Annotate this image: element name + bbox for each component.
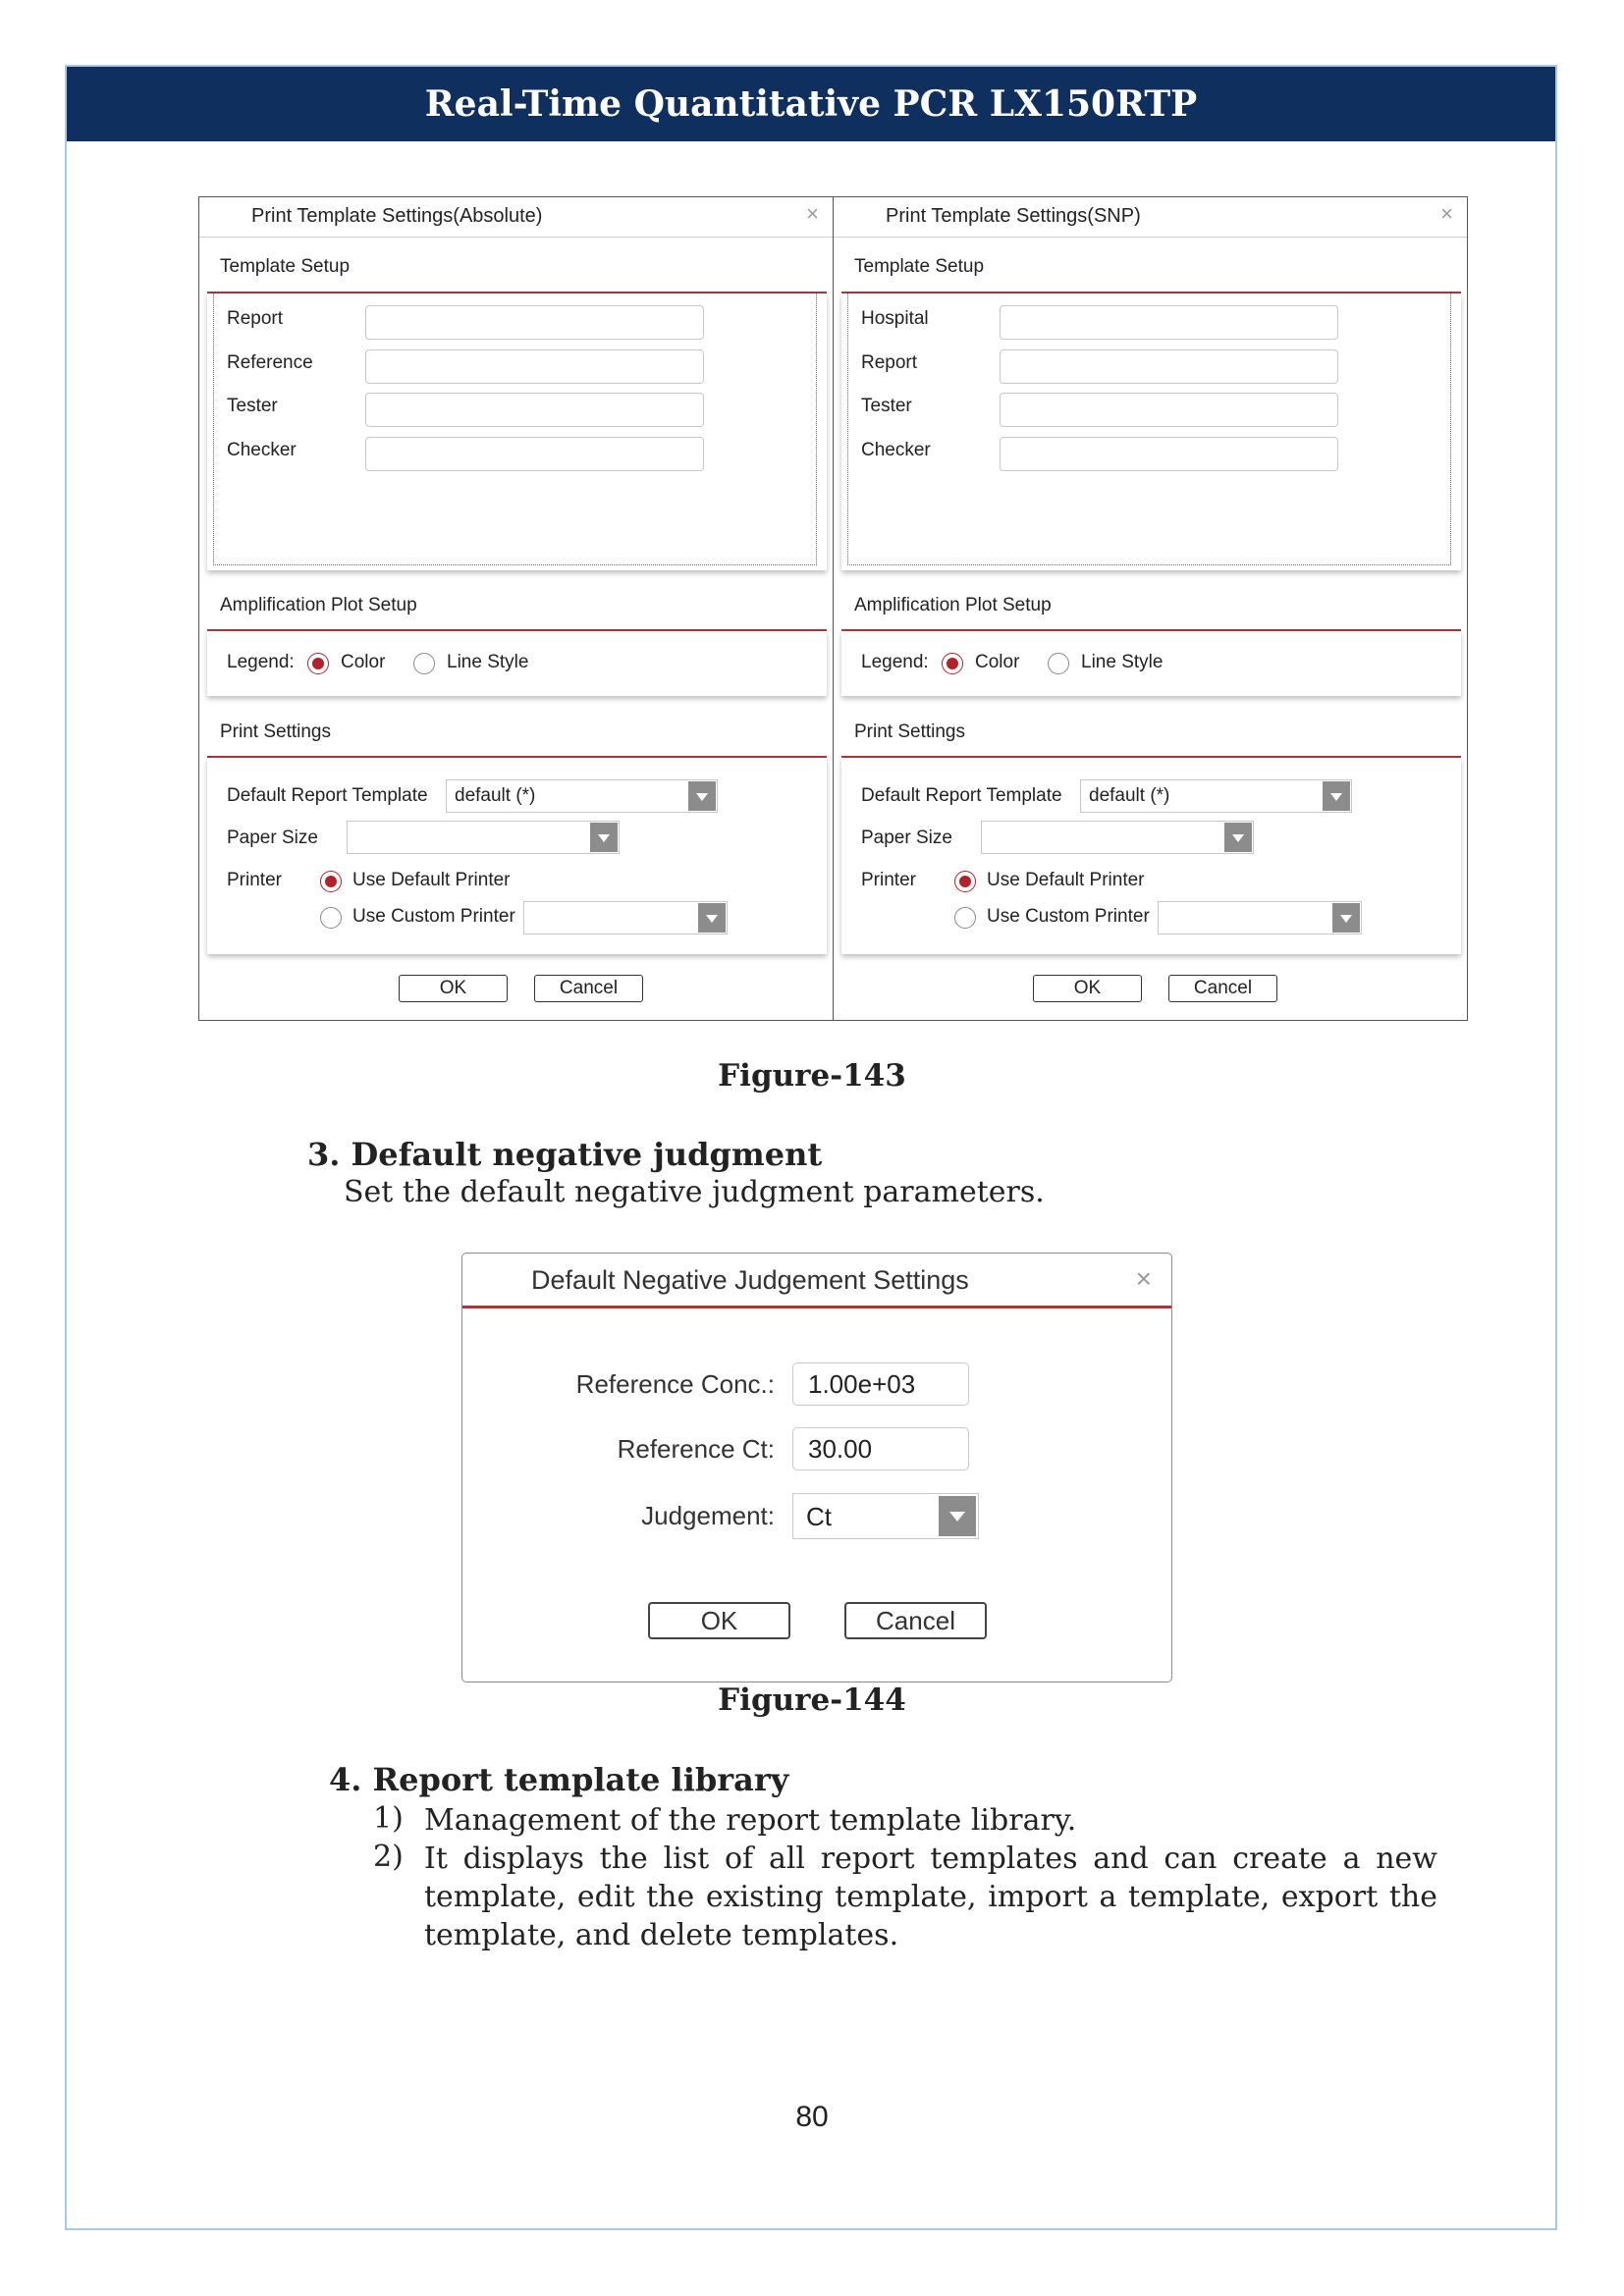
page-number: 80	[795, 2101, 829, 2133]
dialog-title: Print Template Settings(SNP)	[886, 205, 1141, 227]
figure-143-caption: Figure-143	[718, 1058, 906, 1094]
judgement-select[interactable]	[792, 1493, 979, 1539]
amplification-panel	[207, 631, 827, 696]
close-icon[interactable]: ×	[1440, 201, 1453, 226]
default-report-template-select[interactable]	[446, 779, 718, 813]
custom-printer-select[interactable]	[1158, 901, 1362, 934]
judgement-label: Judgement:	[641, 1501, 775, 1530]
print-template-dialog-snp	[833, 196, 1468, 1021]
legend-color-radio[interactable]	[307, 653, 329, 674]
report-input[interactable]	[365, 305, 704, 340]
page-header	[67, 67, 1555, 141]
section-amplification-plot-setup: Amplification Plot Setup	[220, 595, 417, 615]
paper-size-label: Paper Size	[861, 828, 952, 848]
chevron-down-icon[interactable]	[688, 781, 716, 811]
section-3-text: Set the default negative judgment parameters.	[344, 1175, 1045, 1209]
reference-ct-input[interactable]: 30.00	[792, 1427, 969, 1470]
report-input[interactable]	[1000, 349, 1338, 384]
use-default-printer-radio[interactable]	[954, 871, 976, 892]
close-icon[interactable]: ×	[1135, 1263, 1152, 1294]
legend-line-style-label: Line Style	[1081, 652, 1164, 672]
checker-input[interactable]	[365, 437, 704, 471]
section-template-setup: Template Setup	[854, 256, 985, 277]
dialog-title: Print Template Settings(Absolute)	[251, 205, 543, 227]
section-3-heading: 3. Default negative judgment	[307, 1136, 823, 1173]
print-settings-panel	[207, 758, 827, 954]
print-template-dialog-absolute	[198, 196, 834, 1021]
use-custom-printer-label: Use Custom Printer	[987, 906, 1150, 927]
chevron-down-icon[interactable]	[939, 1496, 976, 1536]
legend-label: Legend:	[861, 652, 929, 672]
ok-button[interactable]: OK	[399, 975, 508, 1002]
checker-input[interactable]	[1000, 437, 1338, 471]
section-4-heading: 4. Report template library	[329, 1761, 789, 1798]
printer-label: Printer	[861, 870, 916, 890]
field-label-checker: Checker	[227, 440, 297, 460]
paper-size-select[interactable]	[347, 821, 620, 854]
amplification-panel	[841, 631, 1461, 696]
default-report-template-value: default (*)	[455, 785, 536, 806]
field-label-tester: Tester	[861, 396, 912, 416]
field-label-report: Report	[861, 352, 918, 373]
use-custom-printer-label: Use Custom Printer	[352, 906, 515, 927]
close-icon[interactable]: ×	[806, 201, 819, 226]
section-print-settings: Print Settings	[854, 721, 965, 742]
legend-color-radio[interactable]	[942, 653, 963, 674]
legend-line-style-radio[interactable]	[413, 653, 435, 674]
template-setup-panel	[207, 294, 827, 570]
paper-size-label: Paper Size	[227, 828, 318, 848]
legend-color-label: Color	[341, 652, 386, 672]
use-custom-printer-radio[interactable]	[954, 907, 976, 929]
reference-conc-input[interactable]: 1.00e+03	[792, 1362, 969, 1406]
default-report-template-select[interactable]	[1080, 779, 1352, 813]
chevron-down-icon[interactable]	[1224, 823, 1252, 852]
print-settings-panel	[841, 758, 1461, 954]
cancel-button[interactable]: Cancel	[1168, 975, 1277, 1002]
cancel-button[interactable]: Cancel	[844, 1602, 987, 1639]
legend-color-label: Color	[975, 652, 1020, 672]
list-item-number: 1)	[373, 1801, 404, 1836]
section-print-settings: Print Settings	[220, 721, 331, 742]
use-default-printer-label: Use Default Printer	[352, 870, 511, 890]
dialog-title-bar	[199, 197, 833, 238]
figure-144-caption: Figure-144	[718, 1682, 906, 1718]
reference-conc-label: Reference Conc.:	[575, 1369, 775, 1399]
reference-input[interactable]	[365, 349, 704, 384]
chevron-down-icon[interactable]	[590, 823, 618, 852]
legend-line-style-label: Line Style	[447, 652, 529, 672]
template-setup-panel	[841, 294, 1461, 570]
ok-button[interactable]: OK	[1033, 975, 1142, 1002]
paper-size-select[interactable]	[981, 821, 1254, 854]
legend-label: Legend:	[227, 652, 295, 672]
section-template-setup: Template Setup	[220, 256, 351, 277]
field-label-checker: Checker	[861, 440, 931, 460]
field-label-tester: Tester	[227, 396, 278, 416]
chevron-down-icon[interactable]	[1332, 903, 1360, 933]
title-divider	[462, 1306, 1171, 1308]
section-amplification-plot-setup: Amplification Plot Setup	[854, 595, 1052, 615]
field-label-report: Report	[227, 308, 284, 329]
printer-label: Printer	[227, 870, 282, 890]
dialog-title-bar	[834, 197, 1467, 238]
tester-input[interactable]	[1000, 393, 1338, 427]
reference-ct-label: Reference Ct:	[617, 1434, 775, 1464]
chevron-down-icon[interactable]	[698, 903, 726, 933]
tester-input[interactable]	[365, 393, 704, 427]
list-item-number: 2)	[373, 1840, 404, 1874]
default-report-template-label: Default Report Template	[861, 785, 1062, 806]
list-item-text: Management of the report template library.	[424, 1803, 1077, 1838]
cancel-button[interactable]: Cancel	[534, 975, 643, 1002]
default-report-template-value: default (*)	[1089, 785, 1170, 806]
default-negative-judgement-dialog	[461, 1253, 1172, 1682]
use-custom-printer-radio[interactable]	[320, 907, 342, 929]
field-label-reference: Reference	[227, 352, 313, 373]
hospital-input[interactable]	[1000, 305, 1338, 340]
judgement-value: Ct	[806, 1502, 832, 1531]
field-label-hospital: Hospital	[861, 308, 929, 329]
custom-printer-select[interactable]	[523, 901, 728, 934]
dialog-title: Default Negative Judgement Settings	[531, 1265, 969, 1295]
list-item-text: It displays the list of all report templates and can create a new template, edit the existing template, import a template, export the template, and delete templates.	[424, 1842, 1437, 1952]
use-default-printer-radio[interactable]	[320, 871, 342, 892]
use-default-printer-label: Use Default Printer	[987, 870, 1145, 890]
legend-line-style-radio[interactable]	[1048, 653, 1069, 674]
chevron-down-icon[interactable]	[1323, 781, 1350, 811]
page-header-title: Real-Time Quantitative PCR LX150RTP	[424, 83, 1198, 125]
default-report-template-label: Default Report Template	[227, 785, 428, 806]
ok-button[interactable]: OK	[648, 1602, 790, 1639]
